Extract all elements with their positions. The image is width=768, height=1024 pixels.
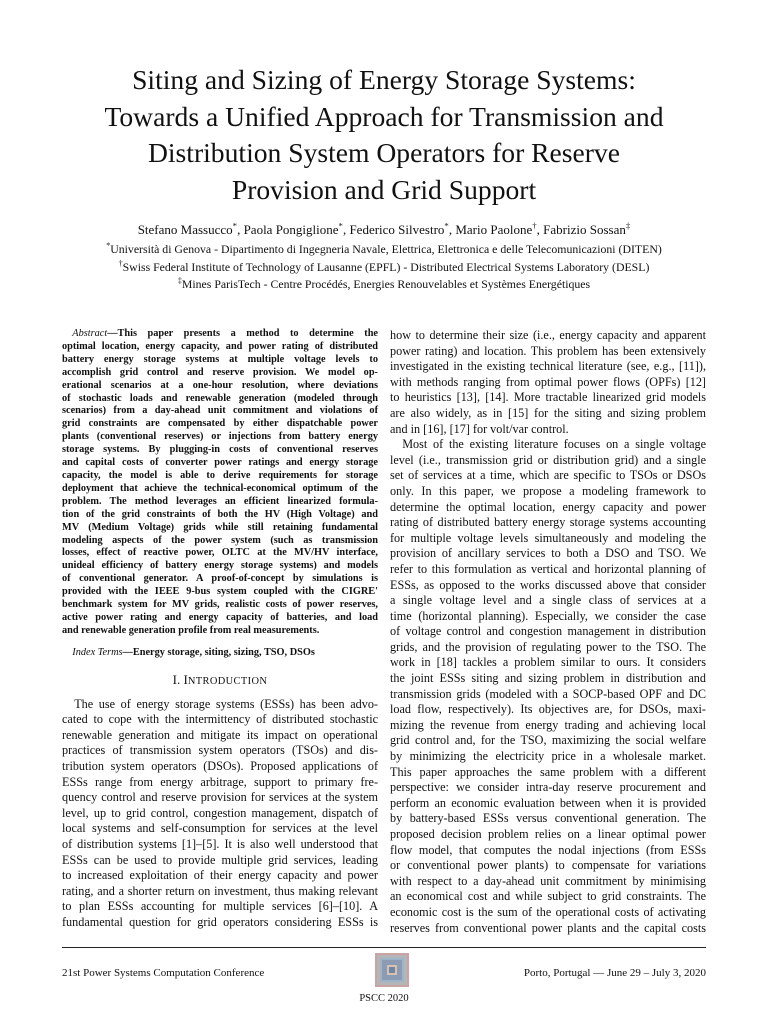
paper-title <box>50 62 718 208</box>
abstract-line: Abstract—This paper presents a method to determine the <box>72 328 378 339</box>
pscc-logo-icon <box>375 953 409 987</box>
index-terms: Index Terms—Energy storage, siting, sizing, TSO, DSOs <box>72 646 315 658</box>
abstract <box>62 328 378 660</box>
abstract-line: of conventional generator. A proof-of-concept by simulations is <box>62 573 378 585</box>
abstract-line: storage systems. By plugging-in costs of conventional reserves <box>62 444 378 456</box>
text-line: This paper approaches the same problem with a different <box>390 764 706 779</box>
abstract-line: and capital costs of converter power ratings and energy storage <box>62 457 378 469</box>
left-column <box>62 328 378 931</box>
text-line: of voltage control and congestion management in distribution <box>390 624 706 639</box>
right-column <box>390 328 706 936</box>
abstract-line: modeling aspects of the power system (such as transmission <box>62 534 378 546</box>
text-line: for multiple voltage levels simultaneously and modeling the <box>390 530 706 545</box>
abstract-line: problem. The method leverages an efficient linearized formula- <box>62 495 378 507</box>
text-line: investigated in the existing technical literature (see, e.g., [11]), <box>390 359 706 374</box>
text-line: by minimizing the electricity price in a wholesale market. <box>390 749 706 764</box>
text-line: or conventional power plants) to compensate for variations <box>390 858 706 873</box>
affiliation-mines: ‡Mines ParisTech - Centre Procédés, Energies Renouvelables et Systèmes Energétiques <box>177 276 591 291</box>
abstract-line: tion of the grid constraints of both the HV (High Voltage) and <box>62 508 378 520</box>
text-line: rating of distributed battery energy storage systems accounting <box>390 515 706 530</box>
text-line: Most of the existing literature focuses on a single voltage <box>402 437 706 452</box>
text-line: by battery-based ESSs versus conventional generation. The <box>390 811 706 826</box>
paragraph <box>390 437 706 936</box>
text-line: ESSs, as opposed to the works discussed above that consider <box>390 577 706 592</box>
text-line: perspective: we consider intra-day reserve procurement and <box>390 780 706 795</box>
text-line: proposed decision problem relies on a linear optimal power <box>390 827 706 841</box>
text-line: to increased exploitation of their energy capacity and power <box>62 868 378 883</box>
text-line: reserves from conventional power plants and the capital costs <box>390 920 706 935</box>
text-line: the joint ESSs siting and sizing problem in distribution and <box>390 671 706 686</box>
text-line: practices of transmission system operators (TSOs) and dis- <box>62 743 378 758</box>
text-line: are also widely, as in [15] for the siting and sizing problem <box>390 405 706 420</box>
text-line: flow model, that computes the nodal injections (from ESSs <box>390 842 706 857</box>
text-line: grids, and the provision of regulating power to the TSO. The <box>390 639 706 654</box>
abstract-line: of stochastic loads and renewable generation (modeled through <box>62 392 378 404</box>
text-line: level (i.e., transmission grid or distribution grid) and a single <box>390 452 706 467</box>
abstract-line: scenarios) from a day-ahead unit commitment and violations of <box>62 405 378 417</box>
title-line: Siting and Sizing of Energy Storage Systems: <box>132 64 636 95</box>
text-line: power rating) and location. This problem has been extensively <box>390 343 706 358</box>
text-line: level, up to grid control, congestion management, dispatch of <box>62 805 378 820</box>
abstract-line: unideal efficiency of battery energy storage systems) and models <box>62 560 378 572</box>
abstract-line: erational scenarios at a one-hour resolution, where deviations <box>62 379 378 391</box>
abstract-line: grid constraints are compensated by either dispatchable power <box>62 418 378 430</box>
text-line: with methods ranging from optimal power flows (OPFs) [12] <box>390 374 706 389</box>
title-line: Distribution System Operators for Reserve <box>147 137 621 168</box>
text-line: an economical cost and while subject to grid constraints. The <box>390 889 706 904</box>
abstract-line: losses, effect of reactive power, OLTC at the MV/HV interface, <box>62 547 378 559</box>
text-line: quency control and reserve provision for services at the system <box>62 790 378 805</box>
text-line: transmission grids (modeled with a SOCP-based OPF and DC <box>390 686 706 701</box>
text-line: time (horizontal planning). Especially, we consider the case <box>390 608 706 623</box>
text-line: local systems and self-consumption for services at the level <box>62 821 378 836</box>
abstract-line: active power rating and energy capacity of batteries, and load <box>62 611 378 623</box>
abstract-line: and renewable generation profile from real measurements. <box>62 624 320 636</box>
text-line: to plan ESSs accounting for multiple services [6]–[10]. A <box>62 899 378 914</box>
text-line: a single voltage level and a single class of services at a <box>390 593 706 608</box>
text-line: only. In this paper, we propose a modeling framework to <box>390 483 706 498</box>
abstract-line: benchmark system for MV grids, realistic costs of power reserves, <box>62 599 378 611</box>
footer-divider <box>62 947 706 948</box>
text-line: set of services at a time, which are specific to TSOs or DSOs <box>390 468 706 483</box>
text-line: rating, and a shorter return on investment, thus making relevant <box>62 883 378 898</box>
text-line: ESSs can be used to provide multiple grid services, leading <box>62 852 378 867</box>
abstract-line: provided with the IEEE 9-bus system coupled with the CIGRE' <box>62 586 378 598</box>
abstract-line: MV (Medium Voltage) grids while still retaining fundamental <box>62 521 378 533</box>
text-line: work in [18] tackles a problem similar to ours. It considers <box>390 655 706 670</box>
abstract-line: accomplish grid control and reserve provision. We model op- <box>62 366 378 378</box>
text-line: ESSs range from energy arbitrage, support to primary fre- <box>62 774 378 789</box>
text-line: cated to cope with the intermittency of distributed stochastic <box>62 712 378 727</box>
abstract-line: capacity, the model is able to derive requirements for storage <box>62 469 378 481</box>
abstract-label: Abstract <box>72 328 108 339</box>
text-line: to heuristics [13], [14]. More tractable linearized grid models <box>390 390 706 405</box>
index-terms-label: Index Terms <box>72 646 123 658</box>
text-line: and in [16], [17] for volt/var control. <box>390 421 569 436</box>
author-list: Stefano Massucco*, Paola Pongiglione*, Federico Silvestro*, Mario Paolone†, Fabrizio Sossan‡ <box>137 220 631 237</box>
footer-conference: 21st Power Systems Computation Conference <box>62 967 265 979</box>
section-heading-introduction: I. INTRODUCTION <box>172 671 268 687</box>
text-line: The use of energy storage systems (ESSs) has been advo- <box>74 696 378 711</box>
text-line: provision of ancillary services to both a DSO and TSO. We <box>390 546 706 561</box>
title-line: Provision and Grid Support <box>231 173 537 205</box>
footer-pscc: PSCC 2020 <box>359 993 409 1004</box>
text-line: with respect to a day-ahead unit commitment by minimising <box>390 873 706 888</box>
paragraph <box>390 328 706 437</box>
text-line: renewable generation and mitigate its impact on operational <box>62 727 378 742</box>
text-line: fundamental question for grid operators considering ESSs is <box>62 914 378 929</box>
text-line: load flow, respectively). Its objectives are, for DSOs, maxi- <box>390 702 706 717</box>
text-line: tribution system operators (DSOs). Proposed applications of <box>62 759 378 774</box>
abstract-line: plants (conventional reserves) or injections from battery energy <box>62 431 378 443</box>
text-line: determine the optimal location, energy capacity and power <box>390 499 706 514</box>
text-line: perform an economic evaluation between when it is provided <box>390 795 706 810</box>
text-line: grid control and, for the TSO, maximizing the social welfare <box>390 733 706 748</box>
affiliation-epfl: †Swiss Federal Institute of Technology of Lausanne (EPFL) - Distributed Electrical Systems Laboratory (DESL) <box>118 259 650 274</box>
text-line: how to determine their size (i.e., energy capacity and apparent <box>390 328 706 342</box>
affiliation-diten: *Università di Genova - Dipartimento di Ingegneria Navale, Elettrica, Elettronica e delle Telecomunicazioni (DITEN) <box>106 241 662 256</box>
text-line: mizing the revenue from energy trading and achieving local <box>390 717 706 732</box>
title-line: Towards a Unified Approach for Transmission and <box>104 100 664 132</box>
introduction-paragraph <box>62 697 378 931</box>
abstract-line: battery energy storage systems at multiple voltage levels to <box>62 353 378 365</box>
text-line: economic cost is the sum of the operational costs of activating <box>390 904 706 919</box>
abstract-line: deployment that achieve the technical-economical optimum of the <box>62 482 378 494</box>
abstract-line: optimal location, energy capacity, and power rating of distributed <box>62 340 378 352</box>
text-line: of distribution systems [1]–[5]. It is also well understood that <box>62 837 378 851</box>
footer-location-date: Porto, Portugal — June 29 – July 3, 2020 <box>523 967 706 979</box>
text-line: refer to this formulation as vertical and horizontal planning of <box>390 561 706 576</box>
